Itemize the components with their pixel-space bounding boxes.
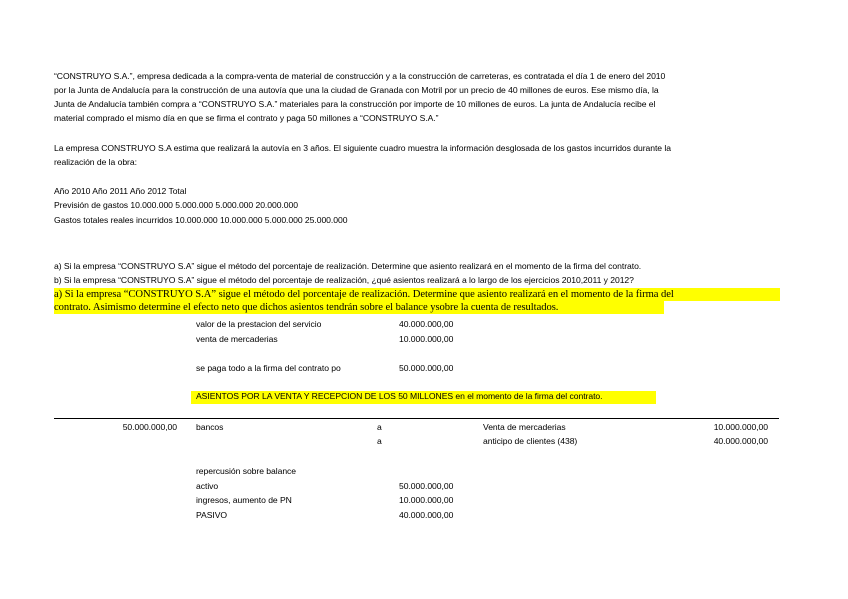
journal-debit-amount: 50.000.000,00 [122,422,177,432]
venta-label: venta de mercaderias [196,334,278,344]
intro-line-2: por la Junta de Andalucía para la construcción de una autovía que una la ciudad de Granada con Motril por un precio de 40 millones de euros. Ese mismo día, la [54,85,659,95]
highlighted-question-line-2: contrato. Asimismo determine el efecto neto que dichos asientos tendrán sobre el balance ysobre la cuenta de resultados. [54,302,559,313]
balance-ingresos-value: 10.000.000,00 [399,495,454,505]
intro-line-4: material comprado el mismo día en que se firma el contrato y paga 50 millones a “CONSTRUYO S.A.” [54,113,439,123]
journal-divider [54,418,779,419]
venta-value: 10.000.000,00 [399,334,454,344]
journal-debit-account: bancos [196,422,224,432]
intro-line-1: “CONSTRUYO S.A.”, empresa dedicada a la compra-venta de material de construcción y a la construcción de carreteras, es contratada el día 1 de enero del 2010 [54,71,666,81]
journal-credit-2-account: anticipo de clientes (438) [483,436,578,446]
intro-p2-line-1: La empresa CONSTRUYO S.A estima que realizará la autovía en 3 años. El siguiente cuadro muestra la información desglosada de los gastos incurridos durante la [54,143,671,153]
journal-credit-1-account: Venta de mercaderias [483,422,566,432]
expense-table-row-actual: Gastos totales reales incurridos 10.000.000 10.000.000 5.000.000 25.000.000 [54,215,348,225]
question-b: b) Si la empresa “CONSTRUYO S.A” sigue el método del porcentaje de realización, ¿qué asientos realizará a lo largo de los ejercicios 2010,2011 y 2012? [54,275,634,285]
paga-value: 50.000.000,00 [399,363,454,373]
paga-label: se paga todo a la firma del contrato po [196,363,341,373]
balance-title: repercusión sobre balance [196,466,297,476]
balance-pasivo-label: PASIVO [196,510,228,520]
balance-activo-value: 50.000.000,00 [399,481,454,491]
question-a: a) Si la empresa “CONSTRUYO S.A” sigue el método del porcentaje de realización. Determine que asiento realizará en el momento de la firma del contrato. [54,261,642,271]
balance-activo-label: activo [196,481,219,491]
journal-a-2: a [377,436,382,446]
journal-credit-1-amount: 10.000.000,00 [713,422,768,432]
expense-table-row-forecast: Previsión de gastos 10.000.000 5.000.000 5.000.000 20.000.000 [54,200,298,210]
intro-line-3: Junta de Andalucía también compra a “CONSTRUYO S.A.” materiales para la construcción por importe de 10 millones de euros. La junta de Andalucía recibe el [54,99,656,109]
highlighted-question-line-1: a) Si la empresa “CONSTRUYO S.A” sigue el método del porcentaje de realización. Determine que asiento realizará en el momento de la firma del [54,289,674,300]
valor-value: 40.000.000,00 [399,319,454,329]
balance-pasivo-value: 40.000.000,00 [399,510,454,520]
valor-label: valor de la prestacion del servicio [196,319,322,329]
expense-table-header: Año 2010 Año 2011 Año 2012 Total [54,186,187,196]
asientos-title: ASIENTOS POR LA VENTA Y RECEPCION DE LOS 50 MILLONES en el momento de la firma del contrato. [196,391,603,401]
balance-ingresos-label: ingresos, aumento de PN [196,495,292,505]
journal-credit-2-amount: 40.000.000,00 [713,436,768,446]
intro-p2-line-2: realización de la obra: [54,157,137,167]
journal-a-1: a [377,422,382,432]
